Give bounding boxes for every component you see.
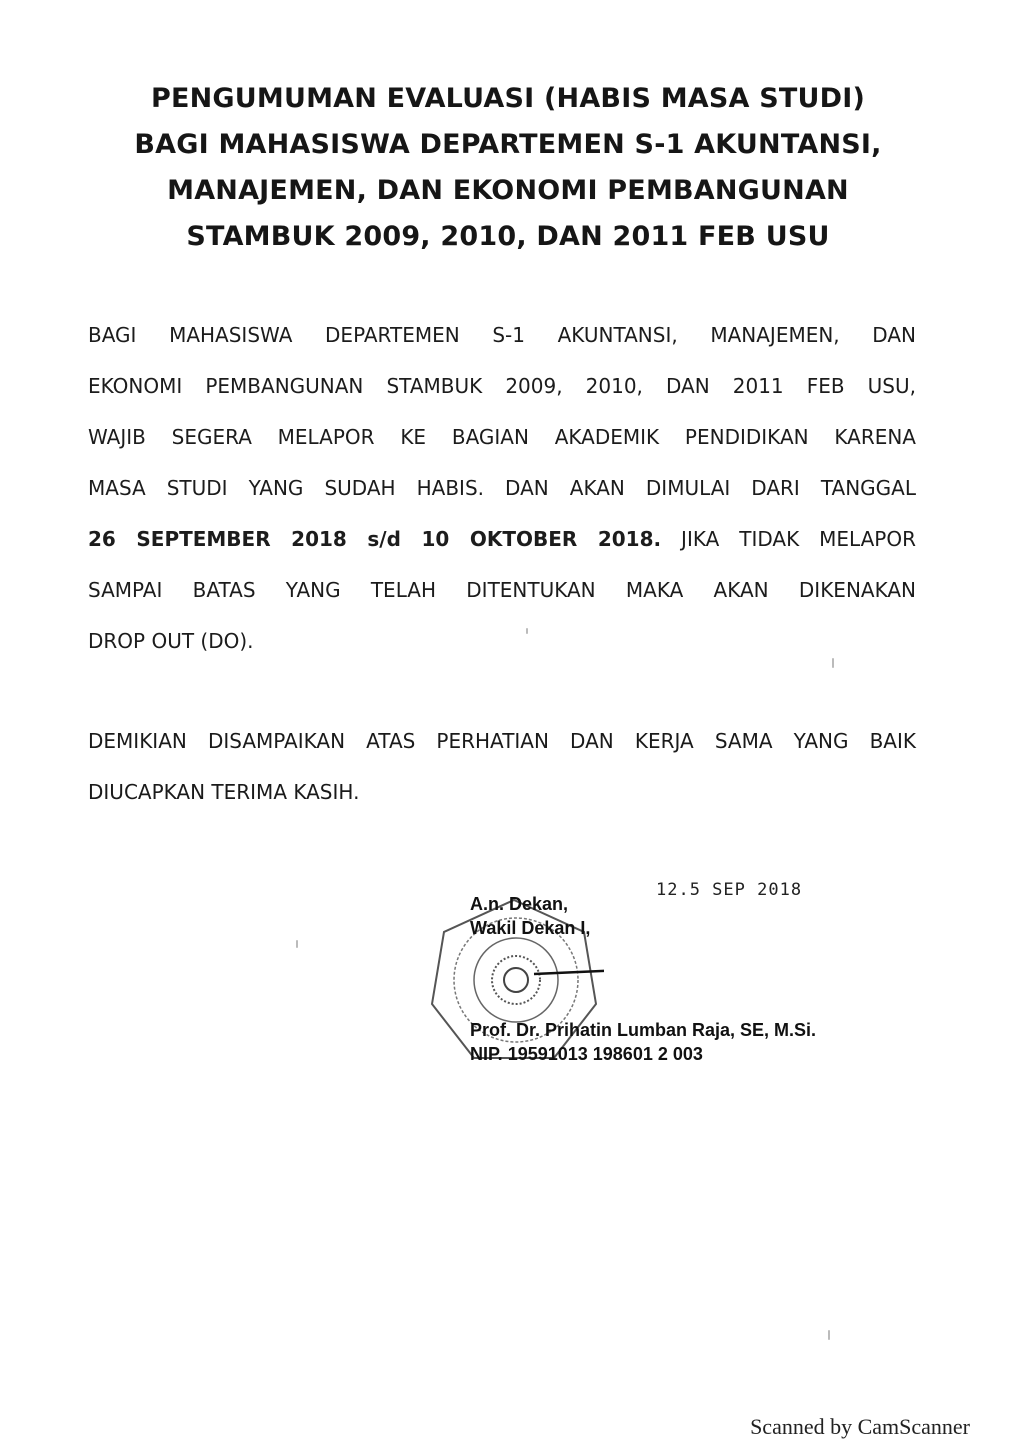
body-line-5-rest: JIKA TIDAK MELAPOR (681, 527, 917, 551)
announcement-body (88, 310, 916, 667)
signatory-name: Prof. Dr. Prihatin Lumban Raja, SE, M.Si. (470, 1020, 817, 1040)
scan-speck (296, 940, 298, 948)
body-line-1: BAGI MAHASISWA DEPARTEMEN S-1 AKUNTANSI, MANAJEMEN, DAN (88, 323, 916, 347)
scan-speck (832, 658, 834, 668)
closing-paragraph (88, 716, 916, 818)
signatory-nip: NIP. 19591013 198601 2 003 (470, 1044, 703, 1064)
body-line-3: WAJIB SEGERA MELAPOR KE BAGIAN AKADEMIK PENDIDIKAN KARENA (88, 425, 916, 449)
vice-dean-label: Wakil Dekan I, (470, 918, 591, 938)
date-stamp: 12.5 SEP 2018 (656, 880, 803, 900)
body-line-5 (88, 514, 916, 565)
title-line-1: PENGUMUMAN EVALUASI (HABIS MASA STUDI) (151, 83, 865, 114)
body-line-7: DROP OUT (DO). (88, 629, 254, 653)
for-dean-label: A.n. Dekan, (470, 894, 569, 914)
scan-speck (828, 1330, 830, 1340)
closing-line-2: DIUCAPKAN TERIMA KASIH. (88, 780, 360, 804)
closing-line-1: DEMIKIAN DISAMPAIKAN ATAS PERHATIAN DAN KERJA SAMA YANG BAIK (88, 729, 916, 753)
scanner-watermark: Scanned by CamScanner (750, 1414, 970, 1439)
body-line-4: MASA STUDI YANG SUDAH HABIS. DAN AKAN DIMULAI DARI TANGGAL (88, 476, 916, 500)
title-line-4: STAMBUK 2009, 2010, DAN 2011 FEB USU (186, 221, 830, 252)
title-line-3: MANAJEMEN, DAN EKONOMI PEMBANGUNAN (167, 175, 849, 206)
body-line-6: SAMPAI BATAS YANG TELAH DITENTUKAN MAKA AKAN DIKENAKAN (88, 578, 916, 602)
body-line-2: EKONOMI PEMBANGUNAN STAMBUK 2009, 2010, DAN 2011 FEB USU, (88, 374, 916, 398)
scan-speck (526, 628, 528, 634)
title-line-2: BAGI MAHASISWA DEPARTEMEN S-1 AKUNTANSI, (134, 129, 882, 160)
announcement-title (60, 76, 956, 260)
date-range: 26 SEPTEMBER 2018 s/d 10 OKTOBER 2018. (88, 527, 662, 551)
